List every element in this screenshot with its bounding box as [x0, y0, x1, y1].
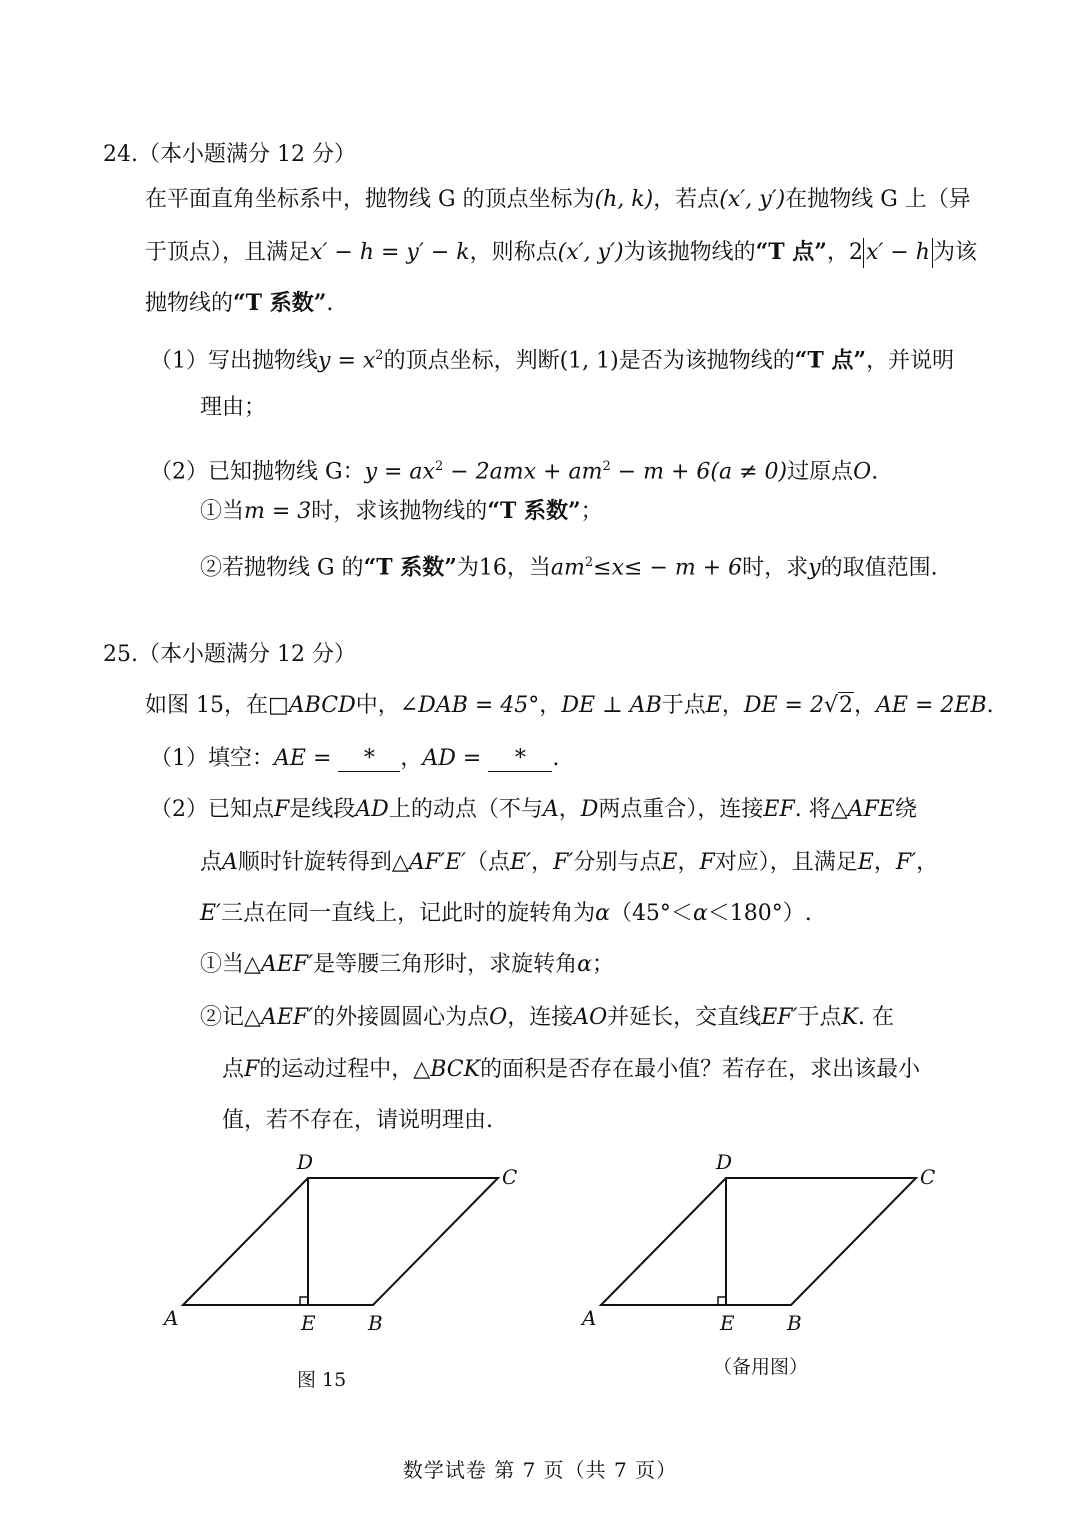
label-d: D	[297, 1150, 314, 1174]
text: ，并说明	[866, 348, 955, 374]
q24-part2	[150, 452, 878, 487]
math: △AF′E′	[391, 850, 467, 875]
q25-number: 25.	[103, 642, 138, 667]
q25-part2-line1	[150, 795, 917, 825]
q24-stem-line1	[145, 185, 971, 215]
math: △AEF′	[244, 1005, 314, 1030]
text: . 在	[857, 1005, 894, 1030]
math: 2	[848, 240, 863, 265]
text: ，	[873, 850, 896, 875]
term-t-coefficient: “T 系数”	[487, 498, 581, 524]
text: ，	[558, 797, 581, 822]
math: E	[857, 850, 874, 875]
math: K	[841, 1005, 858, 1030]
math: E′	[200, 901, 222, 926]
math: (h, k)	[594, 187, 654, 212]
part-label: （1）	[150, 348, 208, 374]
text: 值，若不存在，请说明理由.	[222, 1108, 493, 1133]
text: . 将	[794, 797, 831, 822]
math: ∠DAB = 45°	[399, 693, 540, 718]
math: x′ − h = y′ − k	[310, 240, 470, 265]
text: 为该抛物线的	[623, 240, 756, 265]
text: 在抛物线 G 上（异	[785, 187, 971, 212]
text: 的运动过程中，	[259, 1057, 414, 1082]
label-d: D	[716, 1150, 733, 1174]
text: 对应），且满足	[714, 850, 858, 875]
part-label: （2）	[150, 797, 208, 822]
figure-15-caption: 图 15	[297, 1369, 347, 1391]
text: （点	[466, 850, 511, 875]
figure-15	[150, 1145, 540, 1345]
text: 中，	[355, 693, 400, 718]
text: 三点在同一直线上，记此时的旋转角为	[221, 901, 596, 926]
math: 2	[584, 555, 594, 570]
text: 于点	[797, 1005, 842, 1030]
part-label: （1）	[150, 746, 208, 771]
text: 点	[200, 850, 223, 875]
text: ②若抛物线 G 的	[200, 555, 364, 581]
math: EF′	[761, 1005, 798, 1030]
text: ，	[721, 693, 744, 718]
q25-points: （本小题满分 12 分）	[138, 642, 356, 667]
math: y = x	[318, 348, 376, 374]
label-e: E	[301, 1311, 316, 1335]
math: ABCD	[288, 693, 356, 718]
math: AE =	[274, 746, 339, 771]
backup-figure-caption: （备用图）	[713, 1356, 809, 1378]
text: ，连接	[507, 1005, 574, 1030]
math: (x′, y′)	[719, 187, 786, 212]
label-c: C	[920, 1165, 936, 1189]
q25-header	[103, 640, 356, 670]
answer-blank-ad: *	[488, 747, 552, 772]
q25-part1	[150, 744, 559, 774]
text: 如图 15，在	[145, 693, 268, 718]
math: △BCK	[413, 1057, 481, 1082]
parallelogram-abcd	[601, 1178, 916, 1305]
math: F	[274, 797, 290, 822]
term-t-point: “T 点”	[794, 347, 867, 374]
math: DE ⊥ AB	[561, 693, 662, 718]
math: y = ax	[364, 459, 435, 485]
math: EF	[763, 797, 795, 822]
text: .	[986, 693, 994, 718]
label-a: A	[582, 1306, 597, 1330]
text: ①当	[200, 499, 245, 524]
page-footer: 数学试卷 第 7 页（共 7 页）	[402, 1458, 678, 1482]
q25-sub1	[200, 950, 614, 980]
math: AD	[355, 797, 389, 822]
backup-figure	[570, 1145, 960, 1345]
math: − 2amx + am	[443, 459, 603, 485]
text: 的取值范围.	[820, 555, 938, 581]
parallelogram-abcd	[183, 1178, 498, 1305]
q25-sub2-line2	[222, 1055, 920, 1085]
q24-points: （本小题满分 12 分）	[138, 142, 356, 167]
label-b: B	[368, 1311, 383, 1335]
text: ②记	[200, 1005, 245, 1030]
math: (a ≠ 0)	[710, 459, 788, 485]
text: ＜180°）.	[707, 901, 812, 926]
math: F	[244, 1057, 260, 1082]
text: 在平面直角坐标系中，抛物线 G 的顶点坐标为	[145, 187, 595, 212]
text: 是线段	[289, 797, 356, 822]
answer-blank-ae: *	[338, 747, 400, 772]
math: ≤x≤ − m + 6	[593, 555, 743, 581]
math: O	[489, 1005, 508, 1030]
text: （45°＜	[609, 901, 693, 926]
parallelogram-symbol: □	[268, 693, 289, 718]
label-a: A	[164, 1306, 179, 1330]
sqrt-radicand: 2	[839, 693, 853, 718]
text: 于点	[661, 693, 706, 718]
math: 2	[434, 459, 444, 474]
math: E	[705, 693, 722, 718]
math: AE = 2EB	[876, 693, 987, 718]
text: 的顶点坐标，判断	[383, 348, 560, 374]
text: ；	[580, 499, 603, 524]
q24-sub1	[200, 496, 603, 527]
math: A	[542, 797, 559, 822]
math: α	[595, 901, 610, 926]
math: − m + 6	[610, 459, 711, 485]
text: ，	[916, 850, 939, 875]
text: .	[326, 291, 334, 316]
math: (x′, y′)	[557, 240, 624, 265]
math: F′	[553, 850, 574, 875]
math: α	[577, 952, 593, 977]
math: △AEF′	[244, 952, 314, 977]
text: 写出抛物线	[208, 348, 319, 374]
math: D	[580, 797, 599, 822]
math: E	[661, 850, 678, 875]
label-b: B	[787, 1311, 802, 1335]
text: 是否为该抛物线的	[618, 348, 795, 374]
text: ，	[826, 240, 849, 265]
text: ，则称点	[469, 240, 558, 265]
q25-stem: 如图 15，在□ABCD中，∠DAB = 45°，DE ⊥ AB于点E，DE = 2√2，AE = 2EB.	[145, 693, 994, 718]
q24-number: 24.	[103, 142, 138, 167]
math: F	[699, 850, 715, 875]
q25-part2-line2	[200, 848, 938, 878]
text: ①当	[200, 952, 245, 977]
math: m = 3	[244, 499, 312, 524]
right-angle-mark	[300, 1297, 308, 1305]
text: ；	[592, 952, 615, 977]
math: O	[853, 459, 872, 485]
text: 抛物线的	[145, 291, 234, 316]
q24-sub2	[200, 548, 938, 583]
text: ，	[400, 746, 423, 771]
text: ，	[539, 693, 562, 718]
text: 过原点	[787, 459, 854, 485]
term-t-coefficient: “T 系数”	[233, 290, 327, 316]
text: 是等腰三角形时，求旋转角	[313, 952, 578, 977]
q25-sub2-line1	[200, 1003, 894, 1033]
text: 上的动点（不与	[388, 797, 543, 822]
text: ，	[677, 850, 700, 875]
text: 时，求该抛物线的	[311, 499, 488, 524]
part-label: （2）	[150, 459, 208, 485]
math: AO	[573, 1005, 608, 1030]
q24-stem-line3	[145, 288, 333, 319]
math: F′	[895, 850, 917, 875]
math: (1, 1)	[559, 348, 619, 374]
text: 顺时针旋转得到	[237, 850, 392, 875]
q25-part2-line3	[200, 899, 812, 929]
text: 并延长，交直线	[607, 1005, 762, 1030]
text: 时，求	[742, 555, 809, 581]
q24-header	[103, 140, 356, 170]
text: ，	[854, 693, 877, 718]
q24-stem-line2	[145, 237, 977, 268]
q25-sub2-line3	[222, 1106, 493, 1136]
right-angle-mark	[718, 1297, 726, 1305]
q24-part1-line2	[200, 393, 266, 423]
text: .	[552, 746, 560, 771]
text: 为16，当	[456, 555, 551, 581]
text: 已知抛物线 G：	[208, 459, 365, 485]
text: 填空：	[208, 746, 275, 771]
math: 2	[602, 459, 611, 474]
text: 于顶点），且满足	[145, 240, 311, 265]
term-t-coefficient: “T 系数”	[363, 554, 457, 581]
text: 绕	[894, 797, 917, 822]
label-c: C	[502, 1165, 518, 1189]
math: AD =	[422, 746, 489, 771]
text: 理由；	[200, 395, 267, 420]
math: am	[550, 555, 585, 581]
math: DE = 2	[743, 693, 824, 718]
text: ，若点	[653, 187, 720, 212]
text: 点	[222, 1057, 245, 1082]
abs-value: x′ − h	[863, 238, 933, 268]
math: A	[222, 850, 238, 875]
q24-part1	[150, 341, 954, 376]
math: y	[808, 555, 821, 581]
text: 分别与点	[573, 850, 662, 875]
math: 2	[375, 348, 384, 363]
text: 的外接圆圆心为点	[313, 1005, 490, 1030]
text: ，	[531, 850, 554, 875]
text: 的面积是否存在最小值？若存在，求出该最小	[480, 1057, 921, 1082]
math: △AFE	[830, 797, 895, 822]
text: .	[871, 459, 879, 485]
text: 为该	[932, 240, 977, 265]
text: 已知点	[208, 797, 275, 822]
math: α	[692, 901, 708, 926]
math: E′	[510, 850, 532, 875]
label-e: E	[720, 1311, 735, 1335]
text: 两点重合），连接	[598, 797, 764, 822]
term-t-point: “T 点”	[755, 239, 827, 265]
